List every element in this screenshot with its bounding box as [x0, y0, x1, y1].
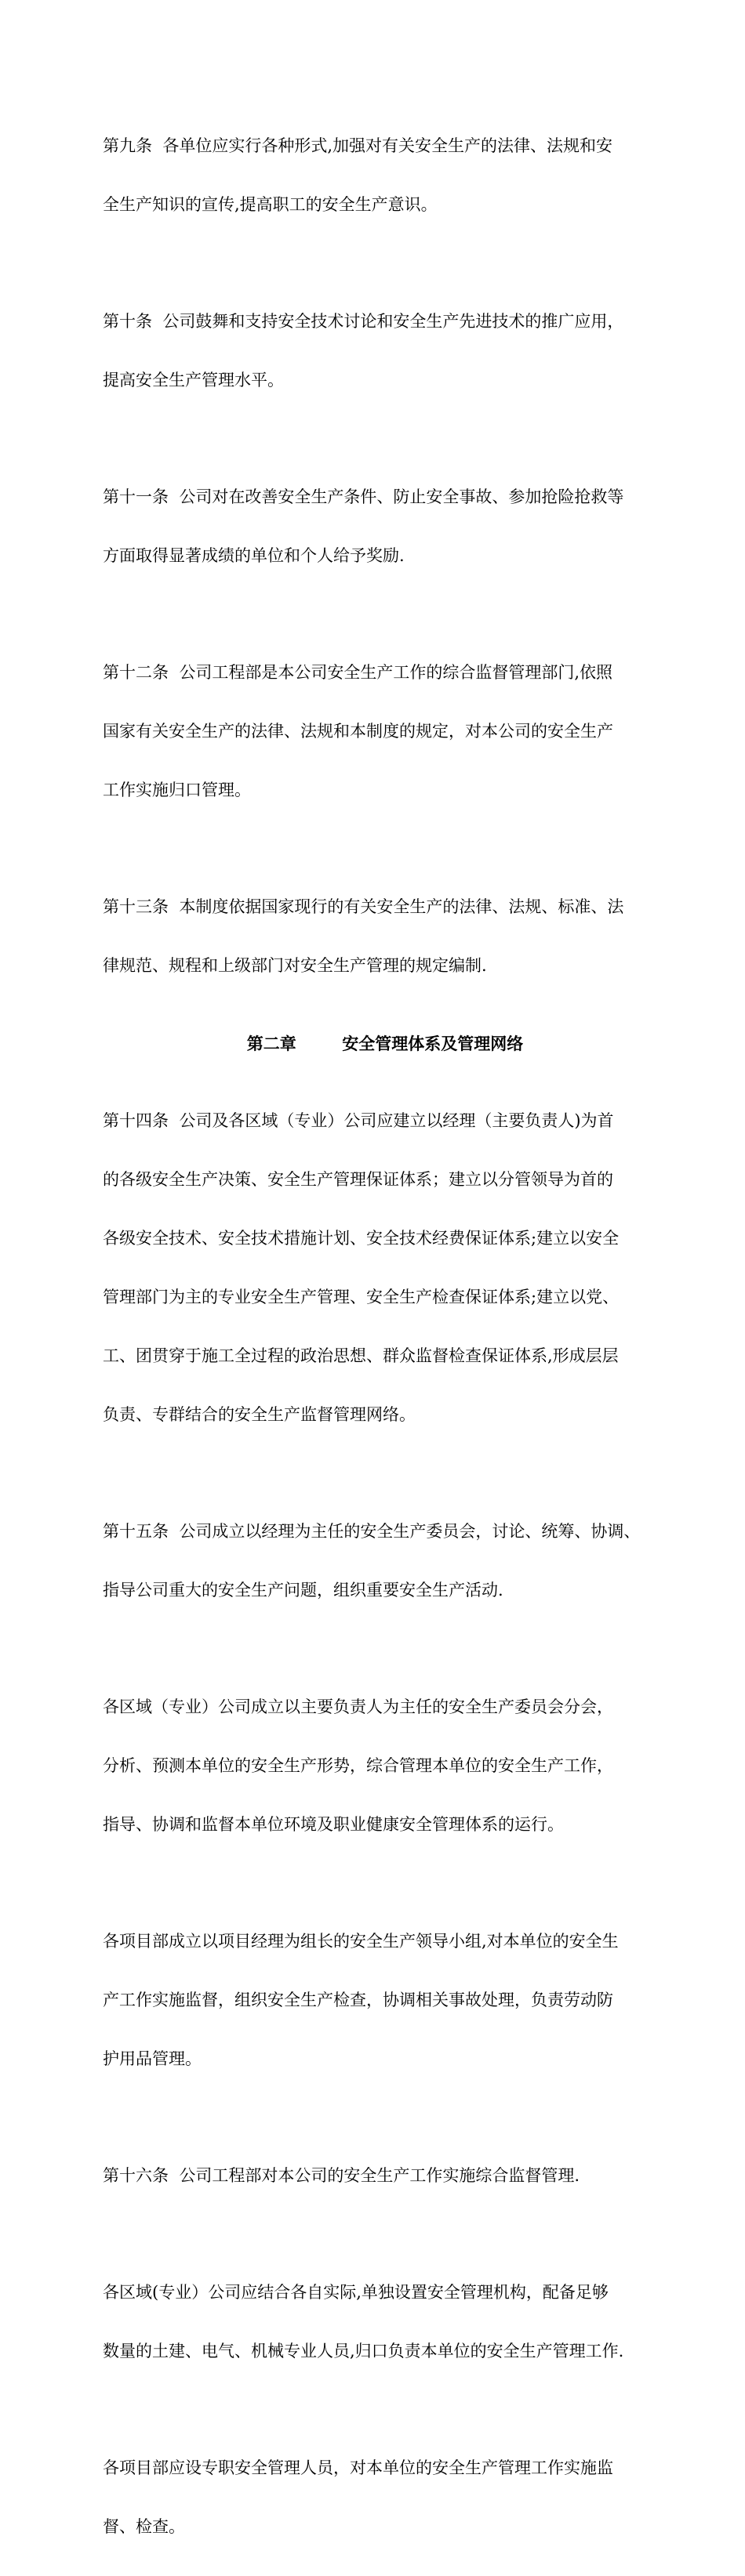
text-line: 律规范、规程和上级部门对安全生产管理的规定编制. — [103, 956, 487, 975]
text-line: 护用品管理。 — [103, 2049, 202, 2068]
text-line: 各区域（专业）公司成立以主要负责人为主任的安全生产委员会分会， — [103, 1697, 613, 1716]
article-15 — [103, 1483, 667, 1639]
text-line: 各项目部应设专职安全管理人员，对本单位的安全生产管理工作实施监 — [103, 2458, 613, 2477]
text-line: 分析、预测本单位的安全生产形势，综合管理本单位的安全生产工作， — [103, 1756, 613, 1775]
text-line: 国家有关安全生产的法律、法规和本制度的规定，对本公司的安全生产 — [103, 722, 613, 741]
text-line: 第十六条 公司工程部对本公司的安全生产工作实施综合监督管理. — [103, 2166, 580, 2185]
article-9 — [103, 97, 667, 254]
text-line: 第十三条 本制度依据国家现行的有关安全生产的法律、法规、标准、法 — [103, 897, 624, 916]
text-line: 提高安全生产管理水平。 — [103, 371, 284, 389]
article-10 — [103, 273, 667, 429]
article-13 — [103, 858, 667, 1015]
text-line: 第十条 公司鼓舞和支持安全技术讨论和安全生产先进技术的推广应用， — [103, 312, 624, 331]
text-line: 方面取得显著成绩的单位和个人给予奖励. — [103, 546, 405, 565]
article-16-regional — [103, 2244, 667, 2400]
article-12 — [103, 624, 667, 839]
text-line: 各项目部成立以项目经理为组长的安全生产领导小组,对本单位的安全生 — [103, 1932, 619, 1951]
text-line: 产工作实施监督，组织安全生产检查，协调相关事故处理，负责劳动防 — [103, 1991, 613, 2009]
article-16 — [103, 2127, 667, 2225]
chapter-heading: 第二章 安全管理体系及管理网络 — [246, 1034, 524, 1053]
text-line: 工、团贯穿于施工全过程的政治思想、群众监督检查保证体系,形成层层 — [103, 1346, 619, 1365]
text-line: 管理部门为主的专业安全生产管理、安全生产检查保证体系;建立以党、 — [103, 1288, 620, 1306]
text-line: 第九条 各单位应实行各种形式,加强对有关安全生产的法律、法规和安 — [103, 136, 613, 155]
text-line: 指导公司重大的安全生产问题，组织重要安全生产活动. — [103, 1581, 503, 1600]
text-line: 指导、协调和监督本单位环境及职业健康安全管理体系的运行。 — [103, 1815, 564, 1834]
text-line: 各区域(专业）公司应结合各自实际,单独设置安全管理机构，配备足够 — [103, 2283, 609, 2302]
article-15-regional — [103, 1658, 667, 1874]
article-14 — [103, 1072, 667, 1464]
text-line: 第十二条 公司工程部是本公司安全生产工作的综合监督管理部门,依照 — [103, 663, 613, 682]
text-line: 第十四条 公司及各区域（专业）公司应建立以经理（主要负责人)为首 — [103, 1111, 614, 1130]
text-line: 的各级安全生产决策、安全生产管理保证体系；建立以分管领导为首的 — [103, 1170, 613, 1189]
text-line: 工作实施归口管理。 — [103, 781, 251, 799]
article-16-project — [103, 2419, 667, 2576]
text-line: 数量的土建、电气、机械专业人员,归口负责本单位的安全生产管理工作. — [103, 2342, 624, 2360]
text-line: 各级安全技术、安全技术措施计划、安全技术经费保证体系;建立以安全 — [103, 1229, 620, 1248]
document-body — [103, 97, 667, 2576]
text-line: 督、检查。 — [103, 2517, 185, 2536]
article-15-project — [103, 1893, 667, 2108]
text-line: 第十五条 公司成立以经理为主任的安全生产委员会，讨论、统筹、协调、 — [103, 1522, 641, 1541]
article-11 — [103, 448, 667, 605]
text-line: 第十一条 公司对在改善安全生产条件、防止安全事故、参加抢险抢救等 — [103, 487, 624, 506]
text-line: 负责、专群结合的安全生产监督管理网络。 — [103, 1405, 416, 1424]
text-line: 全生产知识的宣传,提高职工的安全生产意识。 — [103, 195, 438, 214]
